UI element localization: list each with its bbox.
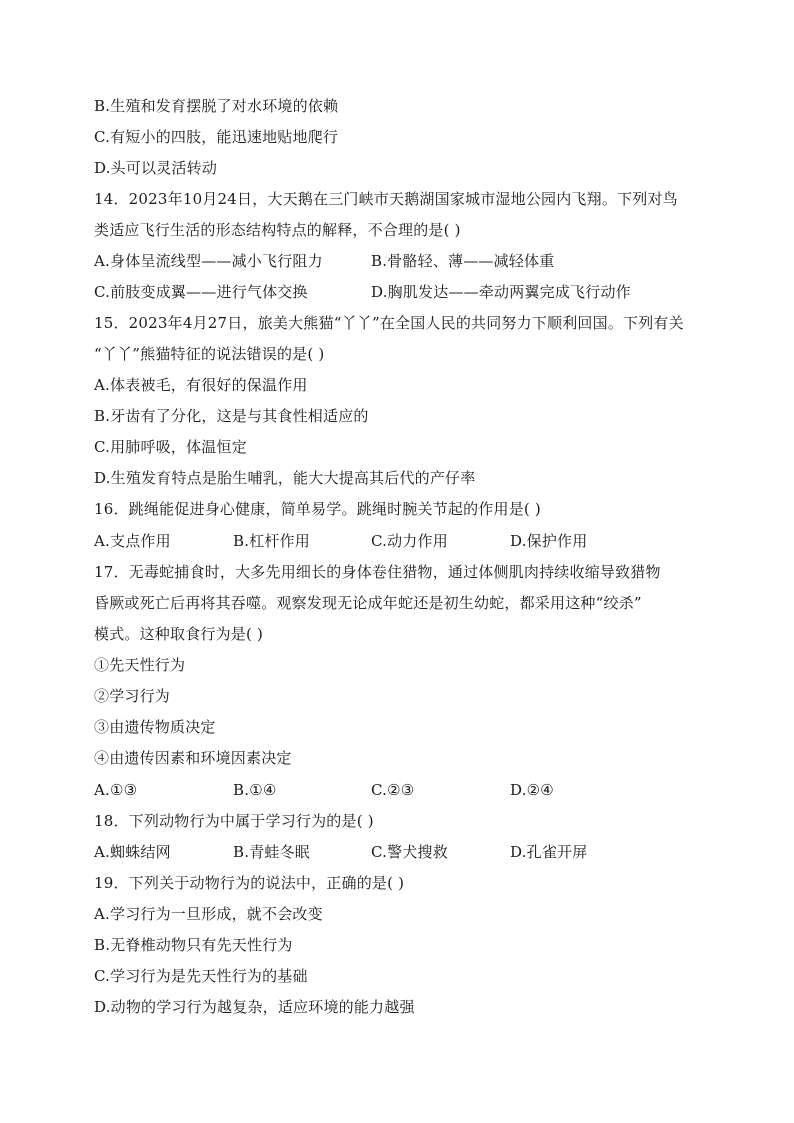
- q16-option-a: A.支点作用: [94, 532, 171, 550]
- q19-stem: 19．下列关于动物行为的说法中，正确的是( ): [94, 874, 405, 892]
- q13-option-b: B.生殖和发育摆脱了对水环境的依赖: [94, 97, 339, 115]
- q16-stem: 16．跳绳能促进身心健康，简单易学。跳绳时腕关节起的作用是( ): [94, 500, 541, 518]
- q14-stem-line-2: 类适应飞行生活的形态结构特点的解释，不合理的是( ): [94, 221, 461, 239]
- q18-option-c: C.警犬搜救: [371, 843, 448, 861]
- q13-option-d: D.头可以灵活转动: [94, 159, 218, 177]
- q15-option-c: C.用肺呼吸，体温恒定: [94, 438, 247, 456]
- q17-item-2: ②学习行为: [94, 687, 171, 705]
- q18-option-b: B.青蛙冬眠: [233, 843, 310, 861]
- q18-stem: 18．下列动物行为中属于学习行为的是( ): [94, 812, 374, 830]
- q15-option-d: D.生殖发育特点是胎生哺乳，能大大提高其后代的产仔率: [94, 469, 476, 487]
- q19-option-a: A.学习行为一旦形成，就不会改变: [94, 905, 323, 923]
- q14-stem-line-1: 14．2023年10月24日，大天鹅在三门峡市天鹅湖国家城市湿地公园内飞翔。下列对鸟: [94, 190, 678, 208]
- q19-option-d: D.动物的学习行为越复杂，适应环境的能力越强: [94, 998, 415, 1016]
- q14-option-c: C.前肢变成翼——进行气体交换: [94, 283, 308, 301]
- q15-stem-line-1: 15．2023年4月27日，旅美大熊猫“丫丫”在全国人民的共同努力下顺利回国。下列有关: [94, 314, 684, 332]
- q16-option-b: B.杠杆作用: [233, 532, 310, 550]
- q17-option-b: B.①④: [233, 781, 277, 799]
- q17-option-a: A.①③: [94, 781, 138, 799]
- q17-stem-line-2: 昏厥或死亡后再将其吞噬。观察发现无论成年蛇还是初生幼蛇，都采用这种“绞杀”: [94, 594, 642, 612]
- q15-option-a: A.体表被毛，有很好的保温作用: [94, 376, 308, 394]
- q15-stem-line-2: “丫丫”熊猫特征的说法错误的是( ): [94, 345, 325, 363]
- q14-option-d: D.胸肌发达——牵动两翼完成飞行动作: [371, 283, 631, 301]
- q19-option-b: B.无脊椎动物只有先天性行为: [94, 936, 293, 954]
- q17-stem-line-3: 模式。这种取食行为是( ): [94, 625, 264, 643]
- q18-option-a: A.蜘蛛结网: [94, 843, 171, 861]
- q14-option-a: A.身体呈流线型——减小飞行阻力: [94, 252, 323, 270]
- q19-option-c: C.学习行为是先天性行为的基础: [94, 967, 308, 985]
- q13-option-c: C.有短小的四肢，能迅速地贴地爬行: [94, 128, 339, 146]
- q17-item-3: ③由遗传物质决定: [94, 718, 216, 736]
- q14-option-b: B.骨骼轻、薄——减轻体重: [371, 252, 555, 270]
- q17-option-d: D.②④: [510, 781, 554, 799]
- q17-item-4: ④由遗传因素和环境因素决定: [94, 749, 292, 767]
- q16-option-d: D.保护作用: [510, 532, 588, 550]
- q17-item-1: ①先天性行为: [94, 656, 186, 674]
- q17-stem-line-1: 17．无毒蛇捕食时，大多先用细长的身体卷住猎物，通过体侧肌肉持续收缩导致猎物: [94, 563, 661, 581]
- q18-option-d: D.孔雀开屏: [510, 843, 588, 861]
- q16-option-c: C.动力作用: [371, 532, 448, 550]
- q15-option-b: B.牙齿有了分化，这是与其食性相适应的: [94, 407, 369, 425]
- q17-option-c: C.②③: [371, 781, 415, 799]
